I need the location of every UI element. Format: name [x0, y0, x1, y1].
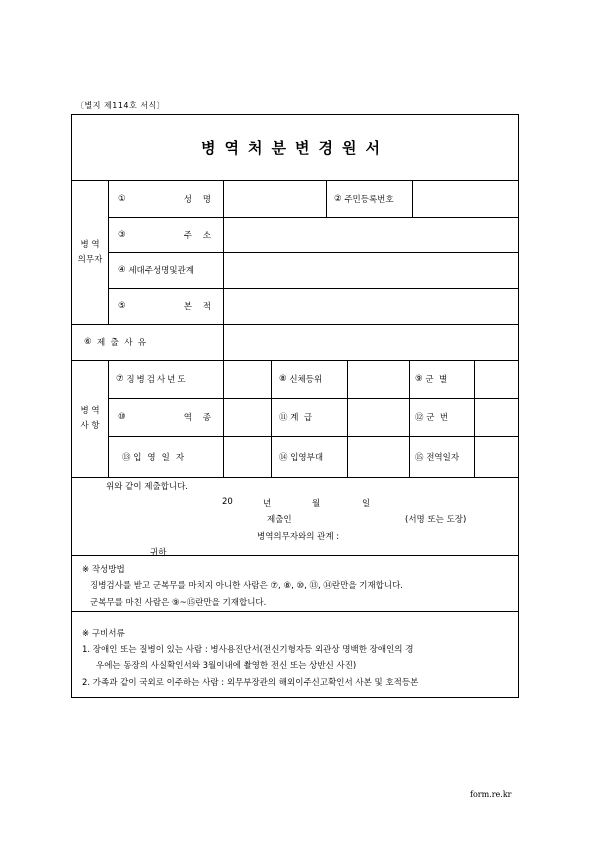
reason-num: ⑥ — [84, 337, 92, 347]
divider — [271, 360, 272, 477]
date-month: 월 — [312, 499, 321, 509]
divider — [108, 288, 518, 289]
rank-text: 계 급 — [290, 413, 313, 423]
reason-label — [72, 324, 223, 360]
service-type-label — [108, 398, 223, 436]
exam-year-field[interactable] — [223, 360, 271, 398]
divider — [108, 436, 518, 437]
divider — [108, 360, 109, 477]
rank-label — [271, 398, 347, 436]
physical-grade-text: 신체등위 — [289, 375, 323, 385]
divider — [72, 477, 518, 478]
divider — [72, 555, 518, 556]
divider — [108, 181, 109, 324]
name-label — [108, 181, 223, 217]
physical-grade-field[interactable] — [347, 360, 409, 398]
divider — [108, 398, 518, 399]
household-label — [108, 252, 223, 288]
enlist-unit-num: ⑭ — [279, 452, 288, 463]
application-form — [71, 114, 519, 698]
branch-text: 군 별 — [425, 375, 448, 385]
declaration-statement: 위와 같이 제출합니다. — [106, 482, 189, 492]
household-field[interactable] — [223, 252, 518, 288]
service-label-line2: 사 항 — [80, 420, 100, 431]
branch-num: ⑨ — [415, 374, 423, 384]
enlist-date-text: 입영일자 — [133, 452, 191, 463]
service-label-line1: 병 역 — [80, 405, 100, 416]
divider — [108, 252, 518, 253]
documents-item1-line1: 1. 장애인 또는 질병이 있는 사람 : 병사용진단서(전신기형자등 외관상 명백한 장애인의 경 — [82, 645, 414, 655]
applicant-section-label — [72, 181, 108, 324]
discharge-date-num: ⑮ — [415, 452, 424, 463]
service-type-text: 역 종 — [183, 413, 211, 423]
discharge-date-text: 전역일자 — [426, 452, 460, 463]
submitter-label: 제출인 — [267, 515, 292, 525]
divider — [223, 181, 224, 360]
service-number-text: 군 번 — [426, 413, 449, 423]
name-num: ① — [118, 194, 126, 204]
name-field[interactable] — [223, 181, 326, 217]
physical-grade-num: ⑧ — [279, 374, 287, 384]
branch-label — [409, 360, 474, 398]
date-year: 년 — [263, 499, 272, 509]
divider — [72, 611, 518, 612]
enlist-date-label — [108, 436, 223, 477]
divider — [223, 360, 224, 477]
enlist-unit-text: 입영부대 — [290, 452, 324, 463]
divider — [326, 181, 327, 217]
household-text: 세대주성명및관계 — [128, 266, 195, 276]
sign-label: (서명 또는 도장) — [405, 515, 467, 525]
enlist-date-num: ⑬ — [122, 452, 131, 463]
documents-item1-line2: 우에는 동장의 사실확인서와 3월이내에 촬영한 전신 또는 상반신 사진) — [96, 661, 357, 671]
instructions-line2: 군복무를 마친 사람은 ⑨~⑮란만을 기재합니다. — [90, 598, 267, 608]
divider — [409, 360, 410, 477]
rank-field[interactable] — [347, 398, 409, 436]
divider — [108, 217, 518, 218]
address-label — [108, 217, 223, 252]
documents-heading: ※ 구비서류 — [82, 629, 125, 639]
discharge-date-label — [409, 436, 474, 477]
discharge-date-field[interactable] — [474, 436, 518, 477]
instructions-line1: 징병검사를 받고 군복무를 마치지 아니한 사람은 ⑦, ⑧, ⑩, ⑬, ⑭란만을 기재합니다. — [90, 581, 404, 591]
divider — [474, 360, 475, 477]
applicant-label-line1: 병 역 — [80, 239, 100, 250]
service-number-label — [409, 398, 474, 436]
name-text: 성 명 — [183, 195, 211, 205]
exam-year-num: ⑦ — [116, 374, 124, 384]
form-title: 병역처분변경원서 — [72, 115, 518, 181]
divider — [347, 360, 348, 477]
address-num: ③ — [118, 229, 126, 240]
date-day: 일 — [362, 499, 371, 509]
origin-label — [108, 288, 223, 324]
service-type-num: ⑩ — [118, 412, 126, 422]
recipient-label: 귀하 — [150, 548, 167, 558]
form-code: 〔별지 제114호 서식〕 — [76, 101, 166, 110]
address-field[interactable] — [223, 217, 518, 252]
reason-text: 제 출 사 유 — [97, 338, 147, 348]
rrn-num: ② — [334, 194, 342, 204]
exam-year-text: 징병검사년도 — [126, 375, 188, 385]
rrn-field[interactable] — [412, 181, 518, 217]
service-number-field[interactable] — [474, 398, 518, 436]
enlist-unit-label — [271, 436, 347, 477]
rank-num: ⑪ — [279, 413, 288, 423]
rrn-label — [326, 181, 412, 217]
physical-grade-label — [271, 360, 347, 398]
exam-year-label — [108, 360, 223, 398]
service-number-num: ⑫ — [415, 413, 424, 423]
documents-item2: 2. 가족과 같이 국외로 이주하는 사람 : 외무부장관의 해외이주신고확인서 사본 및 호적등본 — [82, 678, 419, 688]
date-year-prefix: 20 — [222, 497, 233, 507]
service-section-label — [72, 360, 108, 477]
origin-num: ⑤ — [118, 301, 126, 311]
divider — [72, 360, 518, 361]
enlist-date-field[interactable] — [223, 436, 271, 477]
reason-field[interactable] — [223, 324, 518, 360]
origin-field[interactable] — [223, 288, 518, 324]
enlist-unit-field[interactable] — [347, 436, 409, 477]
divider — [412, 181, 413, 217]
rrn-text: 주민등록번호 — [344, 195, 394, 205]
origin-text: 본 적 — [183, 302, 211, 312]
applicant-label-line2: 의무자 — [77, 254, 103, 265]
relation-label: 병역의무자와의 관계 : — [257, 532, 340, 542]
branch-field[interactable] — [474, 360, 518, 398]
service-type-field[interactable] — [223, 398, 271, 436]
address-text: 주 소 — [183, 230, 211, 241]
instructions-heading: ※ 작성방법 — [82, 565, 125, 575]
footer-brand: form.re.kr — [470, 790, 512, 799]
divider — [72, 324, 518, 325]
household-num: ④ — [118, 265, 126, 275]
